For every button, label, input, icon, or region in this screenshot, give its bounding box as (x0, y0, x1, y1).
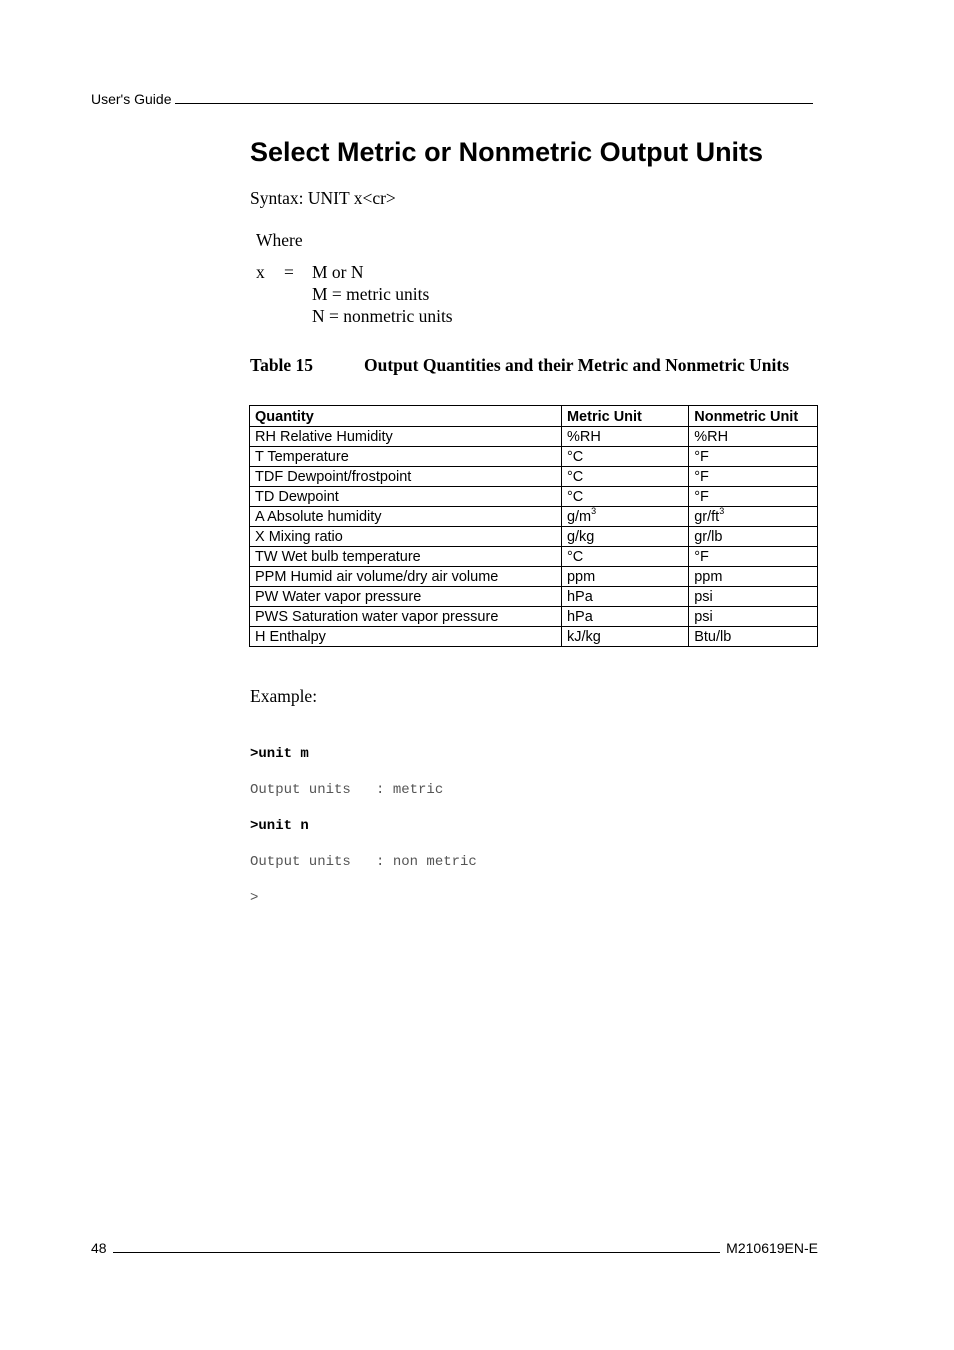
page-title: Select Metric or Nonmetric Output Units (250, 137, 764, 167)
metric-option: M = metric units (312, 284, 430, 304)
command-line: >unit m (250, 746, 309, 762)
nonmetric-unit-cell: gr/lb (689, 527, 818, 547)
table-row (250, 427, 818, 447)
output-line: Output units : non metric (250, 854, 477, 870)
footer-rule (113, 1252, 721, 1253)
metric-unit-cell: g/kg (561, 527, 688, 547)
nonmetric-unit-base: gr/ft (694, 509, 720, 525)
superscript-exponent: 3 (591, 506, 597, 516)
table-row (250, 587, 818, 607)
metric-unit-cell (561, 507, 688, 527)
metric-unit-cell: ppm (561, 567, 688, 587)
nonmetric-option: N = nonmetric units (312, 306, 453, 326)
quantity-cell: TD Dewpoint (250, 487, 562, 507)
table-number: Table 15 (250, 355, 314, 375)
metric-unit-cell: °C (561, 467, 688, 487)
header-nonmetric-unit: Nonmetric Unit (689, 406, 818, 427)
metric-unit-cell: kJ/kg (561, 627, 688, 647)
equals-sign: = (284, 262, 294, 282)
nonmetric-unit-cell: °F (689, 467, 818, 487)
nonmetric-unit-cell (689, 507, 818, 527)
table-row (250, 567, 818, 587)
table-row (250, 487, 818, 507)
example-code-block (250, 727, 477, 925)
nonmetric-unit-cell: °F (689, 487, 818, 507)
quantity-cell: PW Water vapor pressure (250, 587, 562, 607)
metric-unit-cell: %RH (561, 427, 688, 447)
metric-unit-cell: hPa (561, 607, 688, 627)
page-header (91, 90, 813, 108)
header-metric-unit: Metric Unit (561, 406, 688, 427)
quantity-cell: TW Wet bulb temperature (250, 547, 562, 567)
page-number: 48 (91, 1240, 107, 1256)
quantity-cell: TDF Dewpoint/frostpoint (250, 467, 562, 487)
table-row (250, 607, 818, 627)
table-row (250, 447, 818, 467)
header-rule (175, 103, 813, 104)
command-line: >unit n (250, 818, 309, 834)
nonmetric-unit-cell: °F (689, 447, 818, 467)
nonmetric-unit-cell: psi (689, 587, 818, 607)
example-label: Example: (250, 686, 318, 706)
nonmetric-unit-cell: ppm (689, 567, 818, 587)
nonmetric-unit-cell: °F (689, 547, 818, 567)
quantity-cell: H Enthalpy (250, 627, 562, 647)
table-row (250, 467, 818, 487)
nonmetric-unit-cell: Btu/lb (689, 627, 818, 647)
quantity-cell: X Mixing ratio (250, 527, 562, 547)
quantity-cell: PPM Humid air volume/dry air volume (250, 567, 562, 587)
table-row (250, 627, 818, 647)
superscript-exponent: 3 (719, 506, 725, 516)
parameter-values: M or N (312, 262, 364, 282)
header-quantity: Quantity (250, 406, 562, 427)
syntax-line: Syntax: UNIT x<cr> (250, 188, 396, 208)
nonmetric-unit-cell: %RH (689, 427, 818, 447)
quantity-cell: RH Relative Humidity (250, 427, 562, 447)
metric-unit-cell: °C (561, 447, 688, 467)
table-caption-text: Output Quantities and their Metric and Nonmetric Units (364, 355, 790, 375)
metric-unit-cell: °C (561, 547, 688, 567)
page-footer (91, 1239, 818, 1257)
output-line: Output units : metric (250, 782, 444, 798)
quantity-cell: A Absolute humidity (250, 507, 562, 527)
where-label: Where (256, 230, 303, 250)
metric-unit-base: g/m (566, 509, 592, 525)
metric-unit-cell: hPa (561, 587, 688, 607)
prompt-line: > (250, 890, 259, 906)
parameter-name: x (256, 262, 265, 282)
table-row (250, 527, 818, 547)
quantity-cell: PWS Saturation water vapor pressure (250, 607, 562, 627)
metric-unit-cell: °C (561, 487, 688, 507)
table-row (250, 547, 818, 567)
quantity-cell: T Temperature (250, 447, 562, 467)
table-row (250, 507, 818, 527)
header-text: User's Guide (91, 91, 172, 107)
document-code: M210619EN-E (726, 1240, 818, 1256)
table-header-row (250, 406, 818, 427)
nonmetric-unit-cell: psi (689, 607, 818, 627)
units-table (249, 405, 818, 647)
